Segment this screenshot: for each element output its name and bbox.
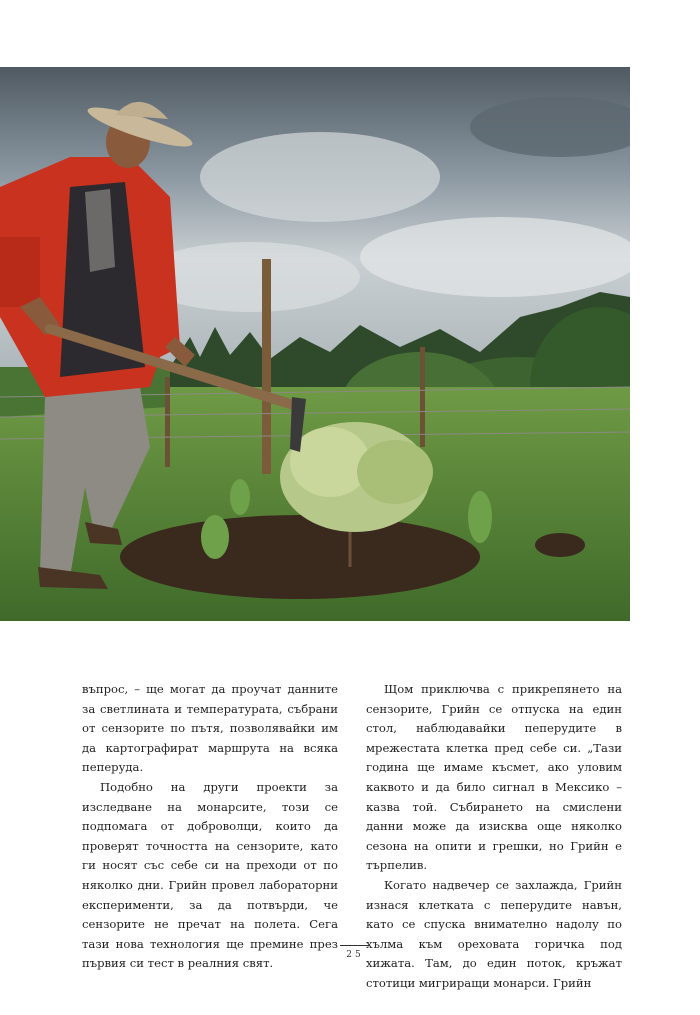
text-column-right xyxy=(366,680,622,994)
cloud xyxy=(360,217,630,297)
fence-post xyxy=(420,347,425,447)
paragraph: Щом приключва с прикрепянето на сензорите, Грийн се отпуска на един стол, наблюдавайки пеперудите в мрежестата клетка пред себе си. „Тази година ще имаме късмет, ако уловим каквото и да било сигнал в Мексико – казва той. Събирането на смислени данни може да изисква още няколко сезона на опити и грешки, но Грийн е търпелив. xyxy=(366,682,622,873)
fence-post xyxy=(165,377,170,467)
cloud xyxy=(200,132,440,222)
paragraph: Когато надвечер се захлажда, Грийн изнася клетката с пеперудите навън, като се спуска внимателно надолу по хълма към ореховата горичка под хижата. Там, до един поток, кръжат стотици мигриращи монарси. Грийн xyxy=(366,877,622,990)
fence-post xyxy=(262,259,271,474)
folio-rule xyxy=(340,945,370,946)
page-number: 25 xyxy=(346,950,364,960)
photo-farmer-planting xyxy=(0,67,630,621)
text-column-left xyxy=(82,680,338,974)
dirt-clod xyxy=(535,533,585,557)
paragraph: Подобно на други проекти за изследване на монарсите, този се подпомага от доброволци, които да проверят точността на сензорите, като ги носят със себе си на преходи от по няколко дни. Грийн провел лабораторни експерименти, за да потвърди, че сензорите не пречат на полета. Сега тази нова технология ще премине през първия си тест в реалния свят. xyxy=(82,779,338,971)
paragraph: въпрос, – ще могат да проучат данните за светлината и температурата, събрани от сензорите по пътя, позволявайки им да картографират маршрута на всяка пеперуда. xyxy=(82,682,338,775)
photo-illustration xyxy=(0,67,630,621)
dirt-patch xyxy=(120,515,480,599)
